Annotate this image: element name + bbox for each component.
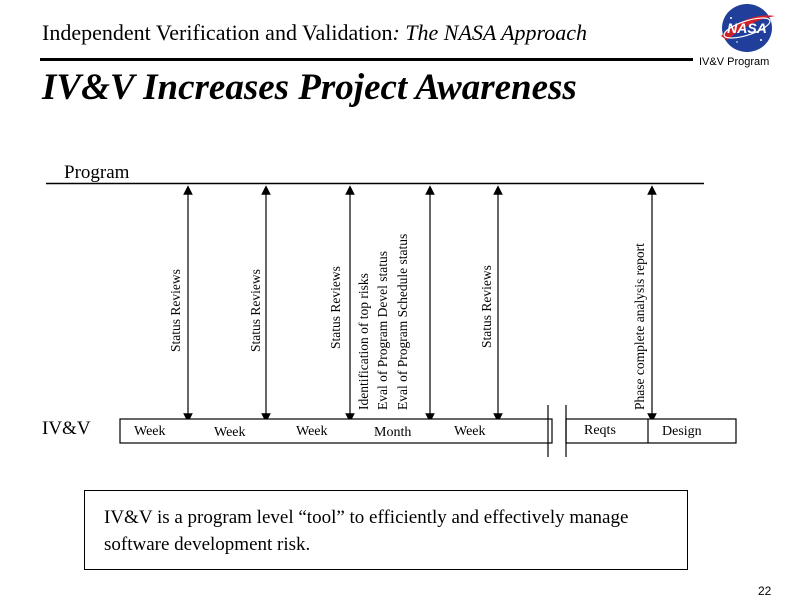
page-title: IV&V Increases Project Awareness (42, 67, 577, 108)
program-label: Program (64, 162, 130, 183)
timeline-segment-3: Week (296, 424, 328, 439)
ivv-label: IV&V (42, 418, 91, 439)
vertical-label-5: Eval of Program Devel status (375, 251, 390, 410)
vertical-label-4: Identification of top risks (356, 273, 371, 410)
timeline-segment-5: Week (454, 424, 486, 439)
timeline-segment-4: Month (374, 425, 412, 440)
vertical-label-2: Status Reviews (248, 269, 263, 352)
logo-text: NASA (727, 20, 767, 36)
vertical-label-1: Status Reviews (168, 269, 183, 352)
timeline-segment-6: Reqts (584, 423, 616, 438)
timeline-segment-2: Week (214, 425, 246, 440)
timeline-segment-7: Design (662, 424, 702, 439)
page-number: 22 (758, 584, 772, 598)
vertical-label-6: Eval of Program Schedule status (395, 233, 410, 410)
subtitle-plain: Independent Verification and Validation (42, 20, 393, 45)
timeline-bar-left (120, 419, 552, 443)
vertical-label-3: Status Reviews (328, 266, 343, 349)
vertical-label-7: Status Reviews (479, 265, 494, 348)
subtitle-italic: : The NASA Approach (392, 20, 588, 45)
callout-text: IV&V is a program level “tool” to efficiently and effectively manage software development risk. (104, 507, 629, 555)
timeline-segment-1: Week (134, 424, 166, 439)
vertical-label-8: Phase complete analysis report (632, 243, 647, 410)
org-label: IV&V Program (699, 56, 770, 68)
